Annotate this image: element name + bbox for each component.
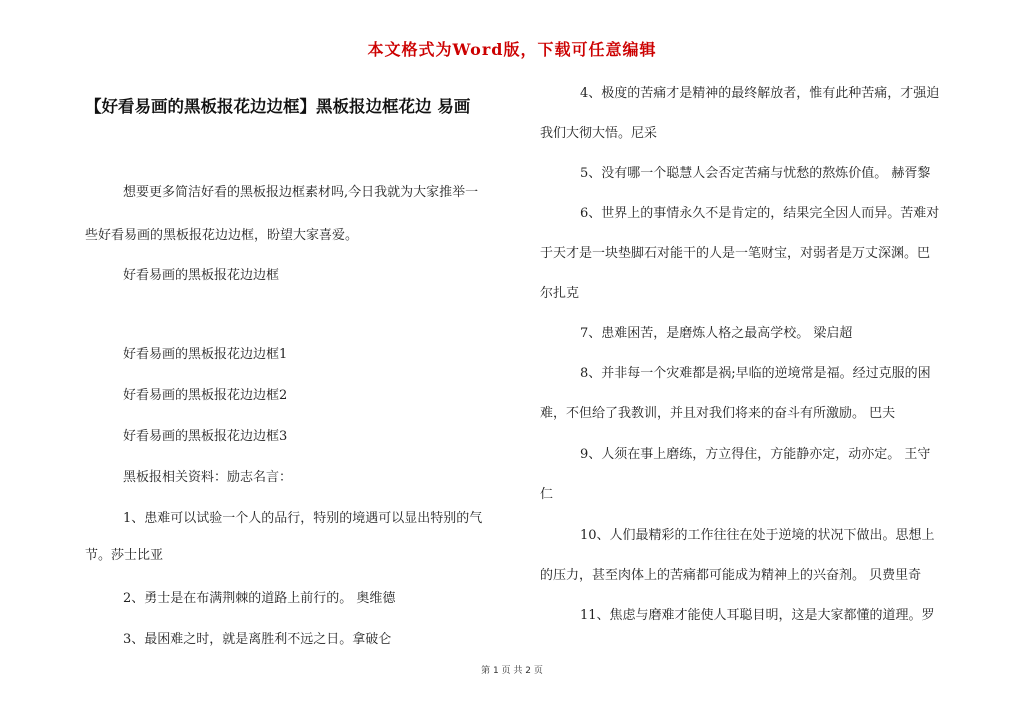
quote-5: 5、没有哪一个聪慧人会否定苦痛与忧愁的熬炼价值。 赫胥黎: [580, 166, 931, 181]
section-heading: 好看易画的黑板报花边边框: [123, 268, 280, 283]
document-title: 【好看易画的黑板报花边边框】黑板报边框花边 易画: [85, 97, 471, 116]
quote-8-line-2: 难，不但给了我教训，并且对我们将来的奋斗有所激励。 巴夫: [540, 406, 896, 421]
page-footer: 第 1 页 共 2 页: [481, 666, 543, 676]
quote-1-line-2: 节。莎士比亚: [85, 548, 164, 563]
quote-3: 3、最困难之时，就是离胜利不远之日。拿破仑: [123, 632, 392, 647]
intro-line-2: 些好看易画的黑板报花边边框，盼望大家喜爱。: [85, 228, 359, 243]
list-item: 好看易画的黑板报花边边框2: [123, 388, 288, 403]
quote-9-line-2: 仁: [540, 487, 554, 502]
quote-4-line-1: 4、极度的苦痛才是精神的最终解放者，惟有此种苦痛，才强迫: [580, 86, 940, 101]
right-column: [512, 0, 1024, 723]
quote-10-line-1: 10、人们最精彩的工作往往在处于逆境的状况下做出。思想上: [580, 528, 935, 543]
quote-6-line-2: 于天才是一块垫脚石对能干的人是一笔财宝，对弱者是万丈深渊。巴: [540, 246, 931, 261]
quote-1-line-1: 1、患难可以试验一个人的品行，特别的境遇可以显出特别的气: [123, 511, 483, 526]
quote-6-line-3: 尔扎克: [540, 286, 580, 301]
quote-2: 2、勇士是在布满荆棘的道路上前行的。 奥维德: [123, 591, 396, 606]
quotes-heading: 黑板报相关资料：励志名言：: [123, 470, 293, 485]
quote-11-line-1: 11、焦虑与磨难才能使人耳聪目明，这是大家都懂的道理。罗: [580, 608, 935, 623]
quote-10-line-2: 的压力，甚至肉体上的苦痛都可能成为精神上的兴奋剂。 贝费里奇: [540, 568, 922, 583]
quote-7: 7、患难困苦，是磨炼人格之最高学校。 梁启超: [580, 326, 853, 341]
list-item: 好看易画的黑板报花边边框1: [123, 347, 288, 362]
intro-line-1: 想要更多简洁好看的黑板报边框素材吗,今日我就为大家推举一: [123, 185, 479, 200]
quote-4-line-2: 我们大彻大悟。尼采: [540, 126, 658, 141]
list-item: 好看易画的黑板报花边边框3: [123, 429, 288, 444]
quote-9-line-1: 9、人须在事上磨练，方立得住，方能静亦定，动亦定。 王守: [580, 447, 931, 462]
quote-8-line-1: 8、并非每一个灾难都是祸;早临的逆境常是福。经过克服的困: [580, 366, 931, 381]
document-banner: 本文格式为Word版，下载可任意编辑: [367, 40, 657, 59]
quote-6-line-1: 6、世界上的事情永久不是肯定的，结果完全因人而异。苦难对: [580, 206, 940, 221]
